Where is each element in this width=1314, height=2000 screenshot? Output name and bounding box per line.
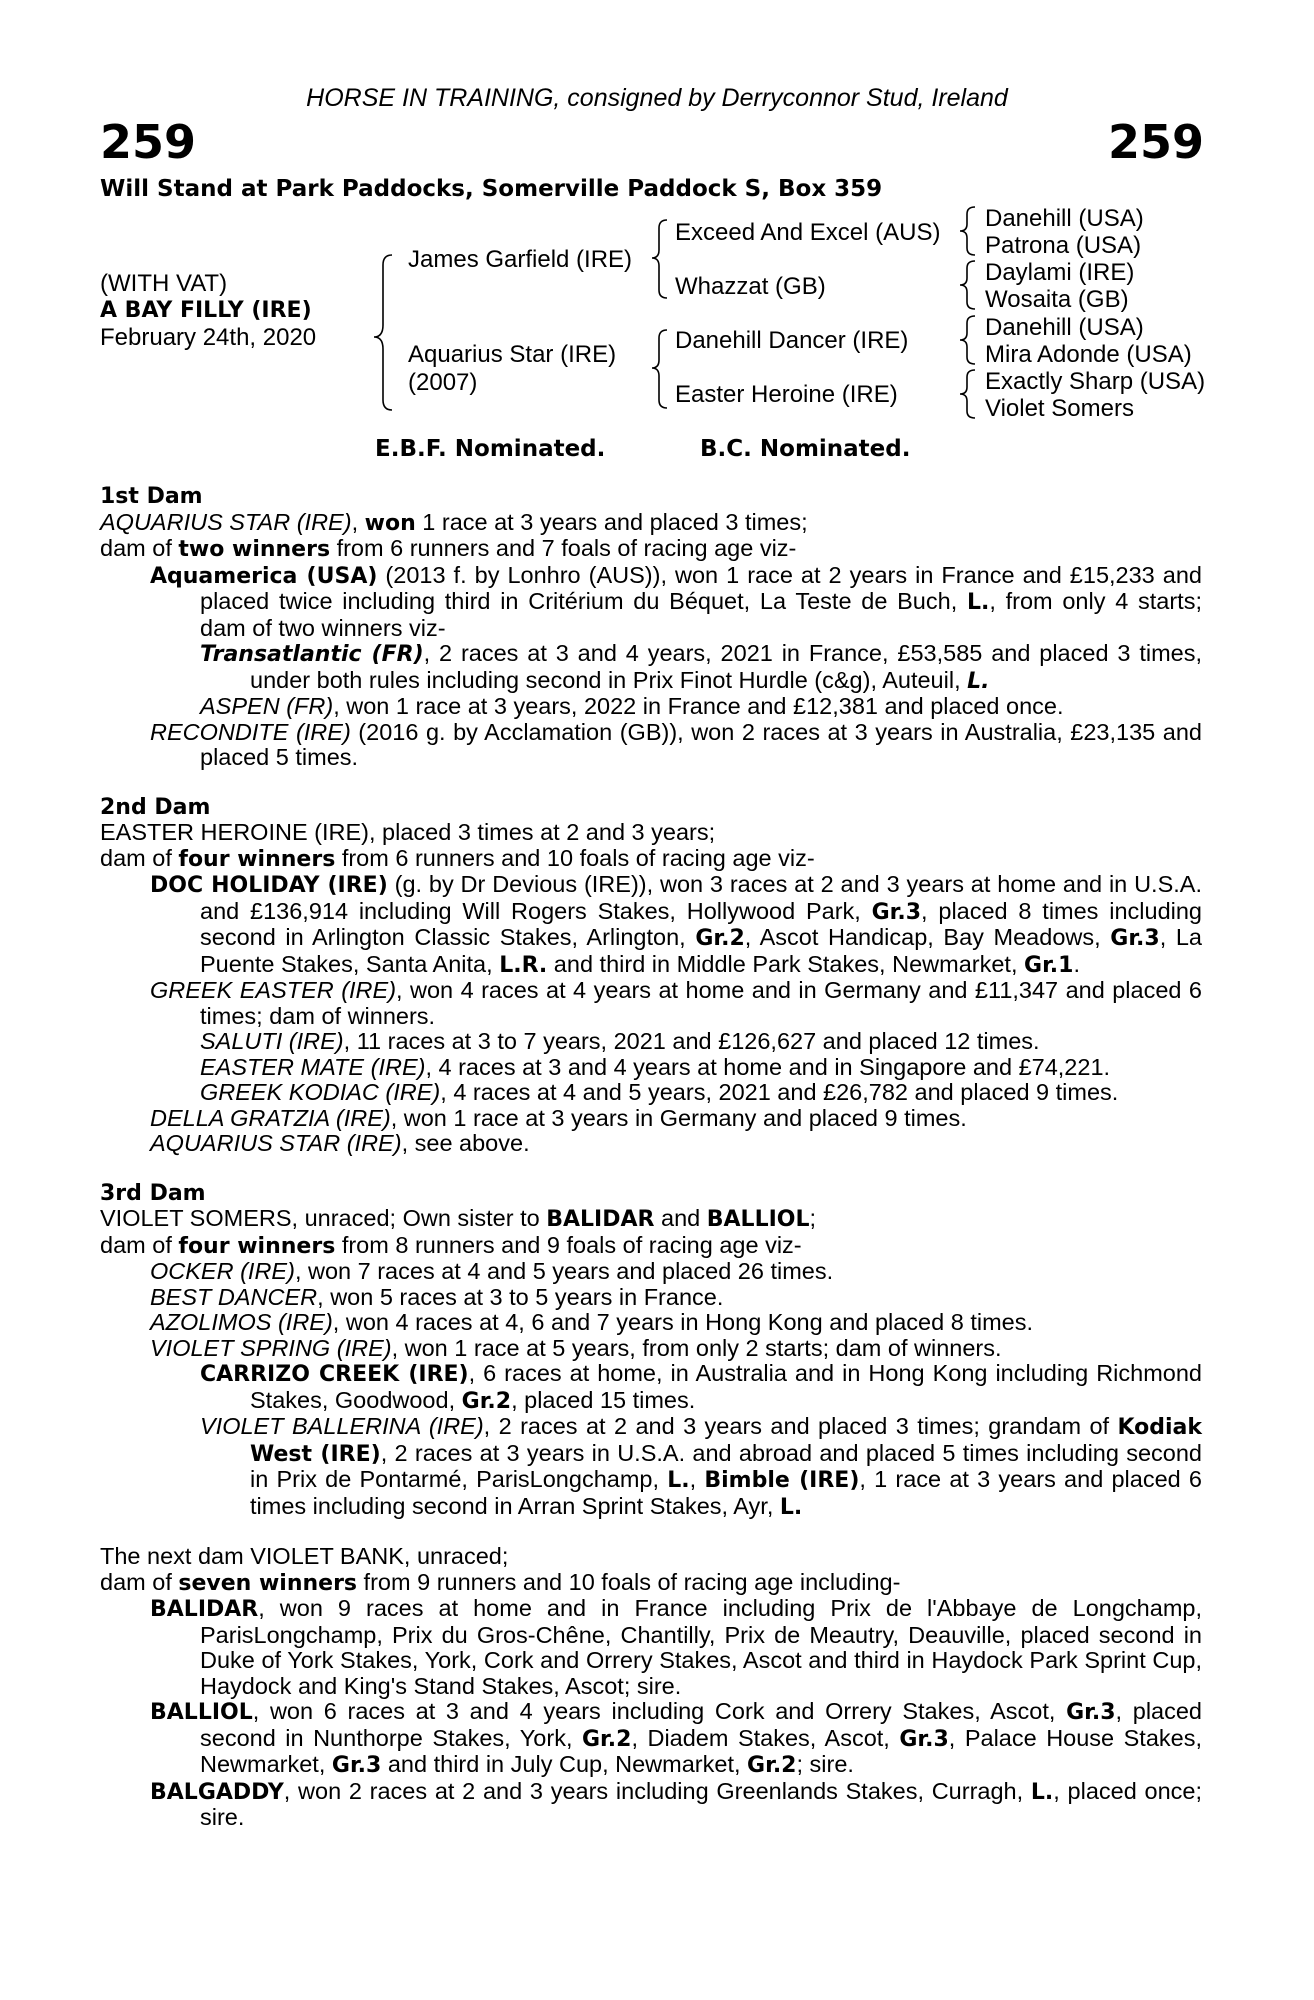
grade: Gr.2 [461, 1388, 512, 1414]
text: from 6 runners and 10 foals of racing age viz- [335, 844, 815, 871]
ggp-8: Violet Somers [985, 395, 1134, 422]
offspring-entry [100, 720, 1202, 771]
text: , won 4 races at 4 years at home and in Germany and £11,347 and placed 6 times; dam of winners. [200, 977, 1202, 1029]
text: dam of [100, 1231, 179, 1258]
text: , 2 races at 3 and 4 years, 2021 in France, £53,585 and placed 3 times, under both rules including second in Prix Finot Hurdle (c&g), Auteuil, [250, 640, 1202, 693]
first-dam-summary [100, 536, 1202, 563]
dam-year: (2007) [408, 369, 478, 396]
offspring-entry [100, 1779, 1202, 1831]
offspring-name: DELLA GRATZIA (IRE) [150, 1104, 391, 1131]
text: , won 1 race at 3 years, 2022 in France and £12,381 and placed once. [333, 693, 1064, 719]
offspring-name: ASPEN (FR) [200, 693, 334, 719]
offspring-name: OCKER (IRE) [150, 1258, 295, 1284]
foaling-date: February 24th, 2020 [100, 324, 317, 351]
first-dam-name: AQUARIUS STAR (IRE) [100, 508, 352, 535]
next-dam-line: The next dam VIOLET BANK, unraced; [100, 1543, 509, 1569]
text: , [689, 1466, 705, 1492]
winners-count: two winners [178, 537, 331, 562]
text: from 9 runners and 10 foals of racing age including- [357, 1568, 901, 1595]
offspring-name: SALUTI (IRE) [200, 1028, 344, 1054]
text: , won 9 races at home and in France including Prix de l'Abbaye de Longchamp, ParisLongchamp, Prix du Gros-Chêne, Chantilly, Prix de Meautry, Deauville, placed second in Duke of York Stakes, York, Cork and Orrery Stakes, Ascot and third in Haydock Park Sprint Cup, Haydock and King's Stand Stakes, Ascot; sire. [200, 1595, 1202, 1699]
text: and [654, 1205, 707, 1231]
second-dam-heading: 2nd Dam [100, 794, 211, 820]
offspring-name: AZOLIMOS (IRE) [150, 1309, 333, 1335]
grade: L. [967, 668, 990, 694]
offspring-entry [100, 1259, 1202, 1285]
vat-note: (WITH VAT) [100, 270, 228, 297]
offspring-name: VIOLET SPRING (IRE) [150, 1334, 392, 1361]
text: , won 7 races at 4 and 5 years and placed 26 times. [294, 1258, 834, 1284]
offspring-entry [100, 563, 1202, 642]
grand-offspring-entry [100, 694, 1202, 720]
dam-sire: Danehill Dancer (IRE) [675, 327, 909, 354]
dam: Aquarius Star (IRE) [408, 341, 617, 368]
consignment-line: HORSE IN TRAINING, consigned by Derryconnor Stud, Ireland [306, 84, 1008, 112]
offspring-name: BEST DANCER [150, 1283, 318, 1310]
grade: Gr.2 [747, 1753, 797, 1778]
grade: Gr.3 [899, 1726, 949, 1752]
text: (2016 g. by Acclamation (GB)), won 2 races at 3 years in Australia, £23,135 and placed 5 times. [200, 718, 1202, 770]
sire-sire: Exceed And Excel (AUS) [675, 219, 941, 246]
text: , won 1 race at 3 years in Germany and placed 9 times. [390, 1104, 967, 1131]
grand-offspring-entry [100, 641, 1202, 694]
offspring-name: RECONDITE (IRE) [150, 718, 351, 745]
text: , 2 races at 3 years in U.S.A. and abroad and placed 5 times including second in Prix de Pontarmé, ParisLongchamp, [250, 1439, 1202, 1492]
won-word: won [364, 510, 416, 536]
ggp-1: Danehill (USA) [985, 205, 1144, 232]
grade: Gr.3 [871, 899, 922, 925]
lot-number-right: 259 [1107, 115, 1204, 169]
offspring-name: Transatlantic (FR) [200, 642, 424, 667]
offspring-name: EASTER MATE (IRE) [200, 1053, 426, 1080]
first-dam-line [100, 510, 1202, 537]
ggp-2: Patrona (USA) [985, 232, 1142, 259]
offspring-name: VIOLET BALLERINA (IRE) [200, 1413, 484, 1439]
second-dam-summary [100, 846, 1202, 873]
grade: L. [779, 1494, 803, 1520]
produce-record [100, 484, 1202, 1831]
text: , placed second in Nunthorpe Stakes, York, [200, 1698, 1203, 1751]
text: , won 5 races at 3 to 5 years in France. [317, 1283, 724, 1310]
grade: Gr.3 [1110, 926, 1160, 951]
text: , won 1 race at 5 years, from only 2 starts; dam of winners. [391, 1334, 1002, 1361]
text: , won 2 races at 2 and 3 years including Greenlands Stakes, Curragh, [283, 1777, 1031, 1804]
text: ; sire. [796, 1751, 854, 1777]
sibling-name: BALIDAR [546, 1207, 655, 1232]
grand-offspring-entry [100, 1080, 1202, 1106]
text: , 1 race at 3 years and placed 6 times including second in Arran Sprint Stakes, Ayr, [250, 1466, 1202, 1519]
lot-number-left: 259 [100, 115, 197, 169]
text: and third in Middle Park Stakes, Newmarket, [547, 950, 1025, 977]
offspring-entry [100, 872, 1202, 978]
offspring-entry [100, 1310, 1202, 1336]
horse-name: A BAY FILLY (IRE) [100, 298, 312, 323]
ggp-7: Exactly Sharp (USA) [985, 368, 1206, 395]
text: , La Puente Stakes, Santa Anita, [200, 924, 1202, 977]
text: , Ascot Handicap, Bay Meadows, [744, 924, 1111, 950]
grand-offspring-entry [100, 1361, 1202, 1414]
text: from 6 runners and 7 foals of racing age viz- [330, 535, 797, 561]
text: dam of [100, 844, 179, 871]
text: , 6 races at home, in Australia and in Hong Kong including Richmond Stakes, Goodwood, [250, 1360, 1202, 1413]
third-dam-line [100, 1206, 1202, 1233]
text: and third in July Cup, Newmarket, [381, 1751, 748, 1777]
text: VIOLET SOMERS, unraced; Own sister to [100, 1205, 547, 1231]
text: dam of [100, 535, 179, 561]
first-dam-heading: 1st Dam [100, 484, 203, 509]
text: , 4 races at 3 and 4 years at home and in Singapore and £74,221. [425, 1053, 1111, 1080]
grade: Gr.3 [331, 1753, 382, 1778]
winners-count: four winners [178, 1233, 336, 1259]
offspring-name: DOC HOLIDAY (IRE) [150, 873, 388, 898]
text: , 4 races at 4 and 5 years, 2021 and £26,782 and placed 9 times. [440, 1079, 1119, 1105]
third-dam-heading: 3rd Dam [100, 1180, 206, 1206]
grand-offspring-entry [100, 1029, 1202, 1055]
text: , see above. [401, 1130, 530, 1156]
offspring-entry [100, 978, 1202, 1029]
ggp-6: Mira Adonde (USA) [985, 341, 1192, 368]
text: , 2 races at 2 and 3 years and placed 3 times; grandam of [483, 1413, 1118, 1439]
text: , Palace House Stakes, Newmarket, [200, 1724, 1203, 1777]
offspring-name: Bimble (IRE) [704, 1468, 860, 1493]
offspring-name: BALIDAR [150, 1597, 259, 1622]
offspring-entry [100, 1699, 1202, 1779]
text: ; [809, 1205, 817, 1231]
text: , placed once; sire. [200, 1777, 1202, 1830]
text: , placed 8 times including second in Arlington Classic Stakes, Arlington, [200, 897, 1202, 950]
grade: Gr.3 [1066, 1700, 1116, 1725]
text: , Diadem Stakes, Ascot, [631, 1724, 900, 1751]
bc-nominated: B.C. Nominated. [700, 436, 911, 462]
offspring-name: GREEK EASTER (IRE) [150, 977, 397, 1003]
next-dam-summary [100, 1570, 1202, 1597]
text: from 8 runners and 9 foals of racing age viz- [335, 1231, 802, 1258]
second-dam-line: EASTER HEROINE (IRE), placed 3 times at 2 and 3 years; [100, 819, 716, 845]
text: dam of [100, 1568, 179, 1595]
ebf-nominated: E.B.F. Nominated. [375, 436, 606, 462]
grade: Gr.2 [582, 1726, 632, 1752]
sep: , [351, 508, 365, 535]
text: (2013 f. by Lonhro (AUS)), won 1 race at 2 years in France and £15,233 and placed twice including third in Critérium du Béquet, La Teste de Buch, [200, 561, 1202, 614]
grade: Gr.2 [695, 926, 745, 951]
first-dam-record: 1 race at 3 years and placed 3 times; [415, 508, 808, 535]
offspring-entry [100, 1336, 1202, 1362]
offspring-name: Kodiak West (IRE) [250, 1415, 1202, 1467]
text: , won 4 races at 4, 6 and 7 years in Hong Kong and placed 8 times. [332, 1309, 1034, 1335]
ggp-5: Danehill (USA) [985, 314, 1144, 341]
text: , won 6 races at 3 and 4 years including Cork and Orrery Stakes, Ascot, [252, 1698, 1067, 1724]
grade: L. [667, 1468, 690, 1493]
text: . [1073, 950, 1080, 977]
ggp-3: Daylami (IRE) [985, 259, 1135, 286]
winners-count: seven winners [178, 1570, 358, 1596]
grand-offspring-entry [100, 1055, 1202, 1081]
offspring-name: CARRIZO CREEK (IRE) [200, 1362, 469, 1387]
offspring-entry [100, 1131, 1202, 1157]
offspring-name: GREEK KODIAC (IRE) [200, 1079, 441, 1105]
text: (g. by Dr Devious (IRE)), won 3 races at 2 and 3 years at home and in U.S.A. and £136,914 including Will Rogers Stakes, Hollywood Park, [200, 871, 1202, 924]
offspring-name: BALGADDY [150, 1779, 284, 1805]
offspring-entry [100, 1596, 1202, 1699]
ggp-4: Wosaita (GB) [985, 286, 1129, 313]
sire-dam: Whazzat (GB) [675, 273, 826, 300]
text: , placed 15 times. [511, 1386, 696, 1413]
third-dam-summary [100, 1233, 1202, 1260]
text: , from only 4 starts; dam of two winners viz- [200, 588, 1202, 641]
dam-dam: Easter Heroine (IRE) [675, 381, 898, 408]
offspring-name: AQUARIUS STAR (IRE) [150, 1130, 402, 1156]
grade: Gr.1 [1024, 952, 1074, 978]
winners-count: four winners [178, 846, 336, 872]
stand-location: Will Stand at Park Paddocks, Somerville Paddock S, Box 359 [100, 176, 883, 202]
grade: L. [1030, 1779, 1054, 1805]
offspring-entry [100, 1106, 1202, 1132]
sibling-name: BALLIOL [706, 1207, 810, 1232]
offspring-name: BALLIOL [150, 1700, 253, 1725]
grand-offspring-entry [100, 1414, 1202, 1520]
text: , 11 races at 3 to 7 years, 2021 and £126,627 and placed 12 times. [343, 1028, 1040, 1054]
sire: James Garfield (IRE) [408, 246, 633, 273]
offspring-name: Aquamerica (USA) [150, 563, 378, 589]
grade: L.R. [499, 952, 548, 978]
offspring-entry [100, 1285, 1202, 1311]
grade: L. [966, 590, 990, 615]
